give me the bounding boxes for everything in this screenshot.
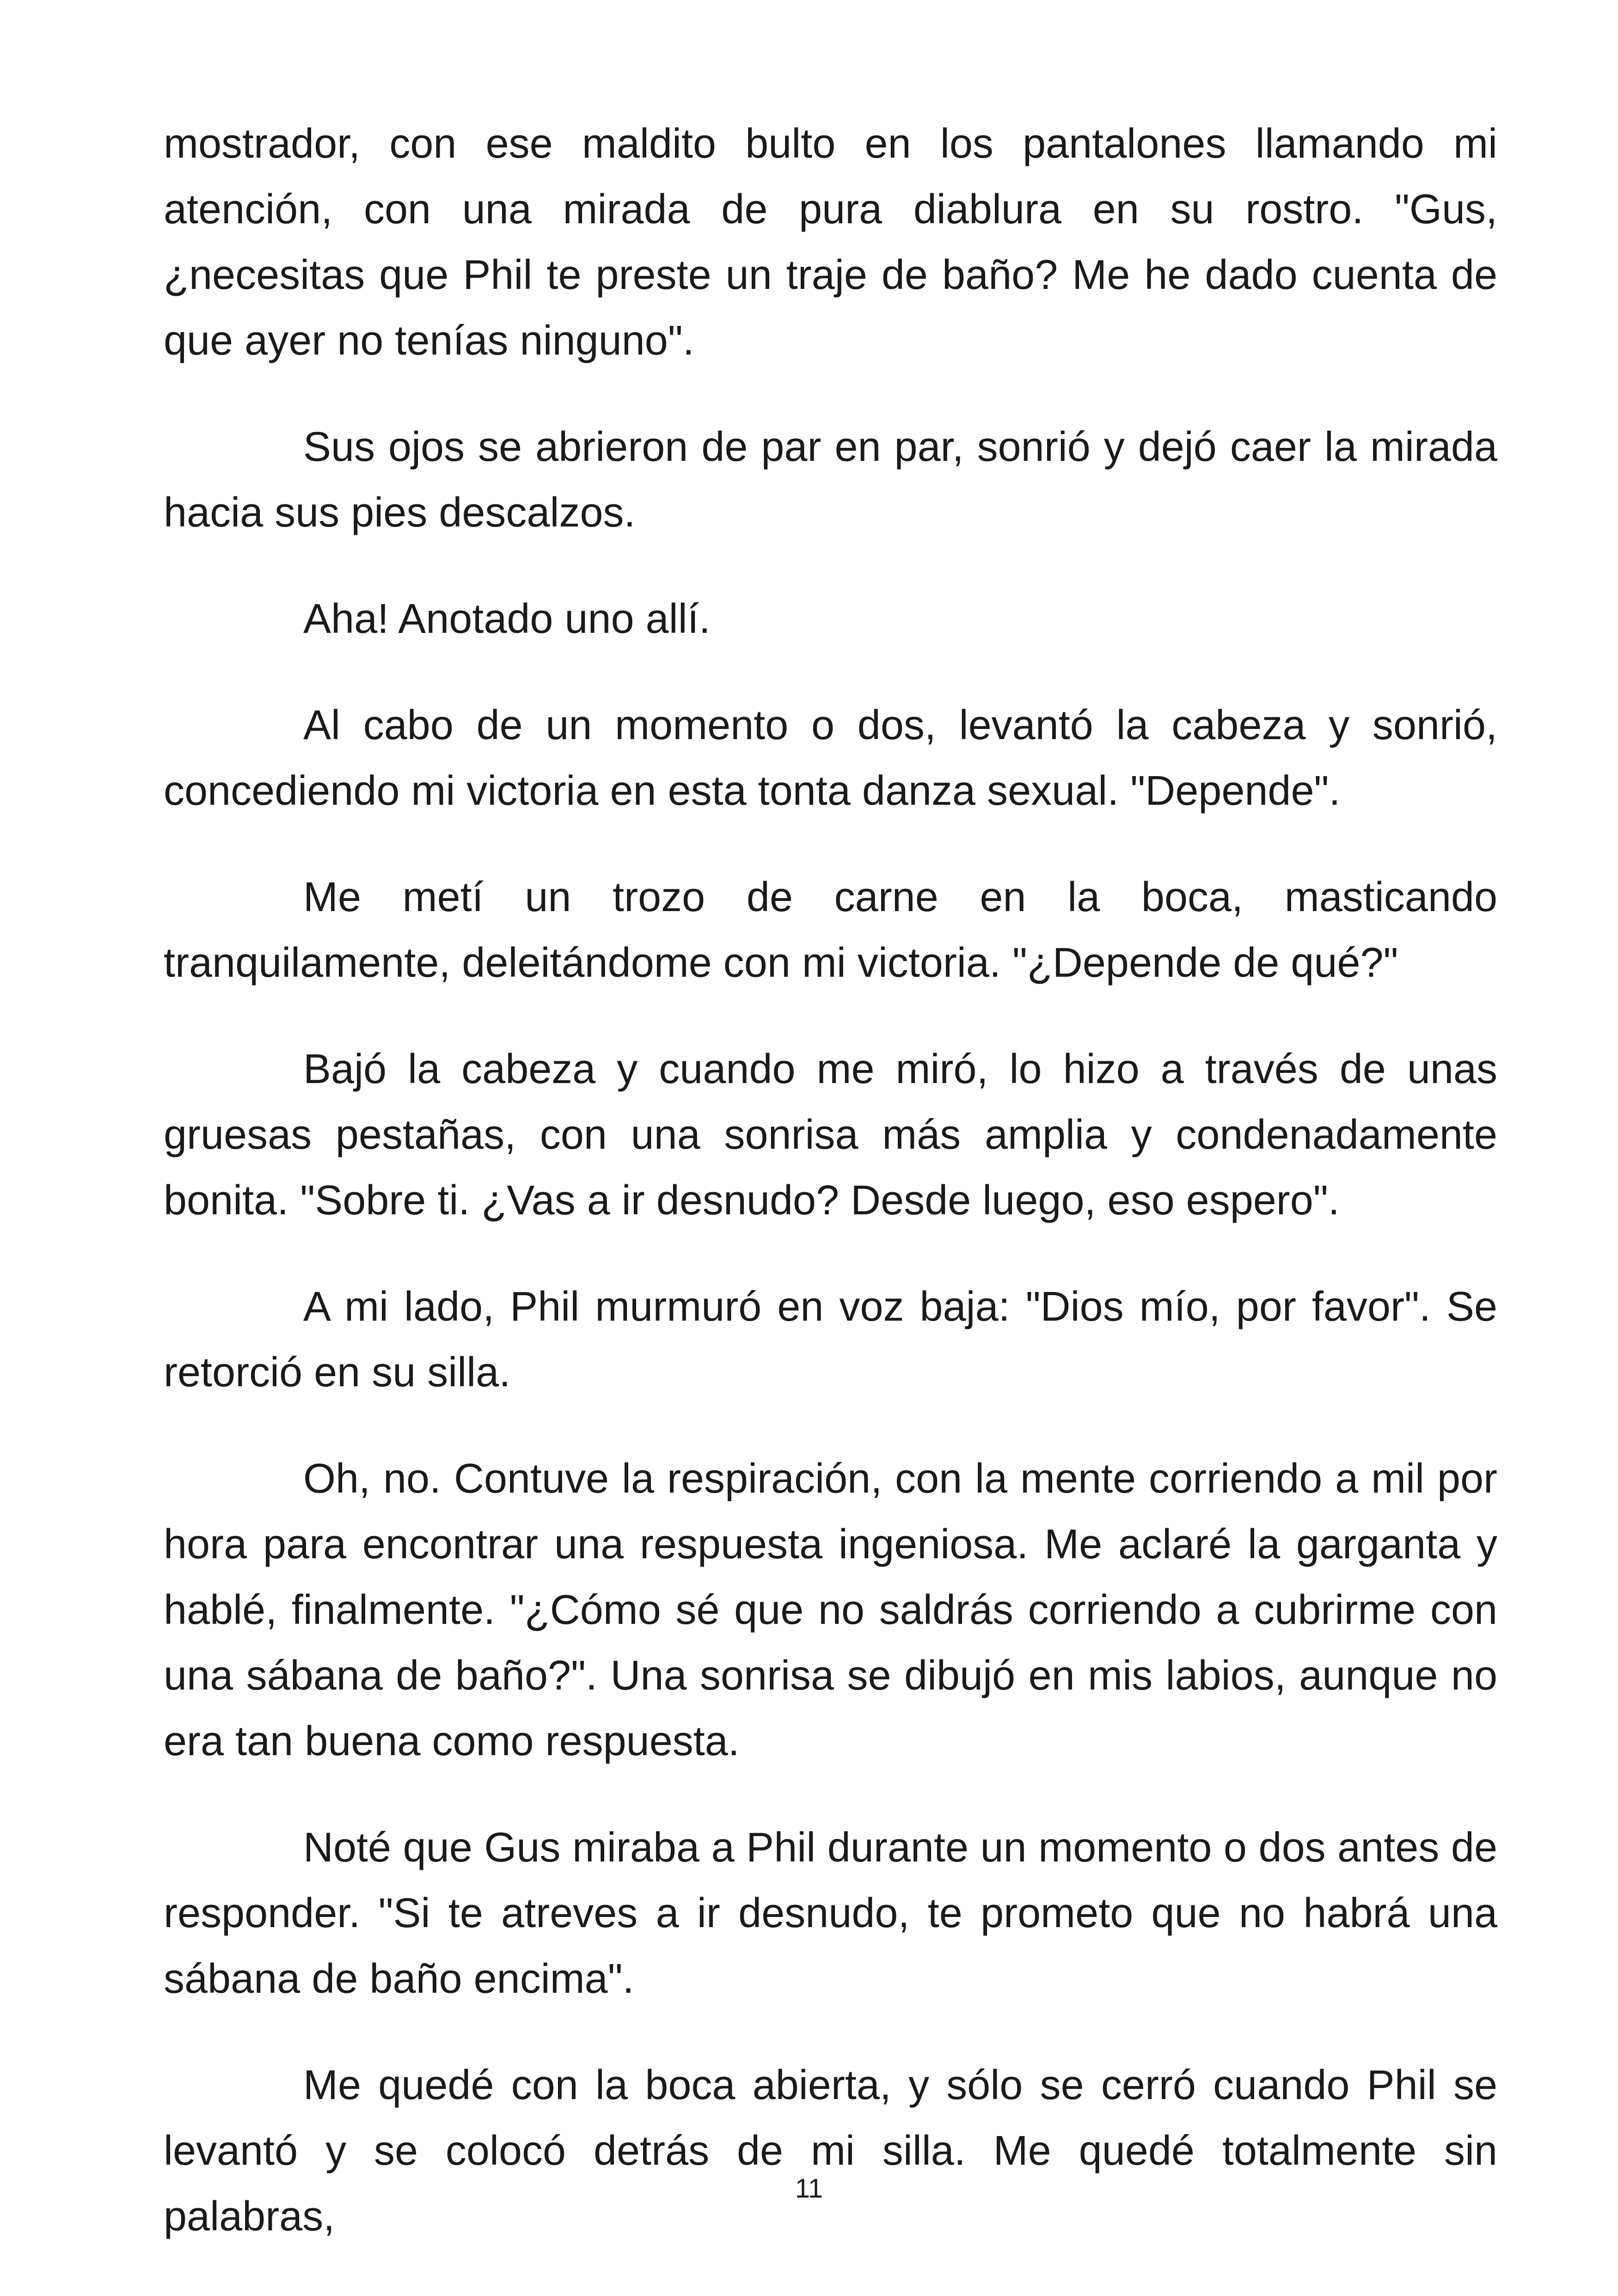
paragraph: Sus ojos se abrieron de par en par, sonrió y dejó caer la mirada hacia sus pies descalzos. bbox=[164, 424, 1497, 536]
page-number: 11 bbox=[795, 2174, 823, 2204]
paragraph: Noté que Gus miraba a Phil durante un momento o dos antes de responder. "Si te atreves a ir desnudo, te prometo que no habrá una sábana de baño encima". bbox=[164, 1825, 1497, 2002]
paragraph: Al cabo de un momento o dos, levantó la cabeza y sonrió, concediendo mi victoria en esta tonta danza sexual. "Depende". bbox=[164, 702, 1497, 814]
page-body bbox=[164, 111, 1497, 2290]
paragraph: Aha! Anotado uno allí. bbox=[303, 596, 711, 642]
paragraph: Me metí un trozo de carne en la boca, masticando tranquilamente, deleitándome con mi victoria. "¿Depende de qué?" bbox=[164, 874, 1497, 986]
paragraph: Me quedé con la boca abierta, y sólo se cerró cuando Phil se levantó y se colocó detrás de mi silla. Me quedé totalmente sin palabras, bbox=[164, 2062, 1497, 2240]
paragraph: Bajó la cabeza y cuando me miró, lo hizo a través de unas gruesas pestañas, con una sonrisa más amplia y condenadamente bonita. "Sobre ti. ¿Vas a ir desnudo? Desde luego, eso espero". bbox=[164, 1046, 1497, 1224]
paragraph: mostrador, con ese maldito bulto en los pantalones llamando mi atención, con una mirada de pura diablura en su rostro. "Gus, ¿necesitas que Phil te preste un traje de baño? Me he dado cuenta de que ayer no tenías ninguno". bbox=[164, 121, 1497, 364]
paragraph: A mi lado, Phil murmuró en voz baja: "Dios mío, por favor". Se retorció en su silla. bbox=[164, 1284, 1497, 1396]
paragraph: Oh, no. Contuve la respiración, con la mente corriendo a mil por hora para encontrar una respuesta ingeniosa. Me aclaré la garganta y hablé, finalmente. "¿Cómo sé que no saldrás corriendo a cubrirme con una sábana de baño?". Una sonrisa se dibujó en mis labios, aunque no era tan buena como respuesta. bbox=[164, 1456, 1497, 1764]
